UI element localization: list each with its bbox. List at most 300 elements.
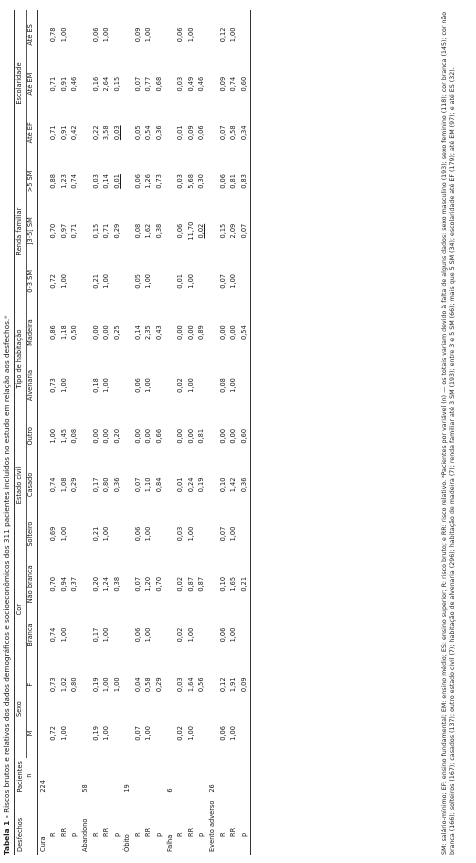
value-cell: 0,83: [239, 157, 250, 206]
value-cell: 0,00: [91, 325, 100, 340]
value-cell: 0,00: [102, 325, 111, 340]
value-cell: 0,60: [239, 412, 250, 461]
value-cell: 0,03: [91, 174, 100, 189]
value-cell: 1,62: [144, 223, 153, 239]
value-cell: 0,01: [176, 477, 185, 493]
group-header-sexo: Sexo: [15, 660, 27, 757]
row-label: R: [218, 832, 227, 837]
value-cell: 0,12: [218, 27, 227, 43]
value-cell: 0,29: [70, 477, 79, 493]
value-cell: 0,02: [176, 627, 185, 643]
value-cell: 0,00: [144, 428, 153, 444]
col-header-ate-em: Até EM: [26, 60, 38, 109]
row-label: p: [70, 832, 79, 837]
empty-cell: [208, 206, 219, 257]
value-cell: [155, 509, 166, 559]
value-cell: 0,58: [229, 125, 238, 141]
row-label: RR: [102, 827, 111, 837]
empty-cell: [144, 758, 155, 794]
value-cell: 1,00: [229, 274, 238, 289]
empty-cell: [176, 758, 187, 794]
value-cell: 1,00: [144, 726, 153, 741]
empty-cell: [208, 559, 219, 610]
value-cell: 0,72: [49, 274, 58, 289]
outcome-header-row: [38, 10, 49, 855]
value-cell: 1,45: [59, 428, 68, 444]
value-cell: [70, 359, 81, 412]
empty-cell: [123, 461, 134, 510]
empty-cell: [165, 660, 176, 709]
value-cell: [197, 359, 208, 412]
value-cell: 1,00: [229, 627, 238, 643]
value-cell: 0,86: [49, 325, 58, 340]
table-row: [229, 10, 240, 855]
value-cell: 0,04: [133, 677, 142, 693]
value-cell: 0,21: [239, 559, 250, 610]
empty-cell: [102, 758, 113, 794]
row-label: p: [112, 832, 121, 837]
value-cell: 0,02: [176, 576, 185, 592]
value-cell: 0,16: [91, 76, 100, 92]
empty-cell: [38, 412, 49, 461]
value-cell: 0,29: [112, 223, 121, 239]
empty-cell: [208, 257, 219, 307]
table-row: [112, 10, 123, 855]
value-cell: 0,19: [91, 726, 100, 741]
empty-cell: [165, 709, 176, 758]
value-cell: 0,00: [176, 325, 185, 340]
col-header-solteiro: Solteiro: [26, 509, 38, 559]
empty-cell: [208, 359, 219, 412]
value-cell: 0,74: [229, 76, 238, 92]
value-cell: 1,00: [186, 274, 195, 289]
value-cell: 1,00: [59, 726, 68, 741]
value-cell: 3,58: [102, 125, 111, 141]
value-cell: 0,71: [49, 76, 58, 92]
col-header-pacientes: Pacientes: [15, 758, 27, 794]
value-cell: [112, 610, 123, 661]
value-cell: [155, 610, 166, 661]
value-cell: [112, 10, 123, 60]
empty-cell: [218, 758, 229, 794]
value-cell: 1,91: [229, 677, 238, 693]
empty-cell: [59, 758, 70, 794]
value-cell: 0,81: [197, 428, 206, 444]
value-cell: 1,42: [229, 477, 238, 493]
value-cell: 1,26: [144, 174, 153, 189]
value-cell: 0,70: [49, 223, 58, 239]
value-cell: 0,12: [218, 677, 227, 693]
value-cell: 0,03: [176, 526, 185, 542]
col-header-m: M: [26, 709, 38, 758]
empty-cell: [208, 306, 219, 359]
value-cell: 0,06: [91, 27, 100, 43]
value-cell: 0,87: [197, 576, 206, 592]
value-cell: 0,71: [70, 223, 79, 239]
value-cell: [239, 709, 250, 758]
value-cell: 0,06: [133, 174, 142, 189]
empty-cell: [197, 758, 208, 794]
value-cell: 0,29: [155, 677, 164, 693]
outcome-header-row: [165, 10, 176, 855]
value-cell: 0,34: [239, 108, 250, 157]
empty-cell: [134, 758, 145, 794]
empty-cell: [208, 60, 219, 109]
table-body: [38, 10, 251, 855]
col-header-renda-0-3: 0-3 SM: [26, 257, 38, 307]
table-row: [155, 10, 166, 855]
value-cell: 0,07: [133, 576, 142, 592]
empty-cell: [81, 108, 92, 157]
value-cell: 0,20: [112, 428, 121, 444]
table-caption-text: Riscos brutos e relativos dos dados demográficos e socioeconômicos dos 311 pacientes incluídos no estudo em relação aos desfechos.ᵃ: [2, 315, 11, 813]
empty-cell: [81, 412, 92, 461]
value-cell: 0,07: [133, 76, 142, 92]
value-cell: [155, 709, 166, 758]
table-row: [239, 10, 250, 855]
value-cell: 0,71: [49, 125, 58, 141]
empty-cell: [155, 758, 166, 794]
value-cell: 0,80: [102, 477, 111, 493]
value-cell: 0,30: [197, 174, 206, 189]
empty-cell: [165, 461, 176, 510]
value-cell: [239, 257, 250, 307]
col-header-alvenaria: Alvenaria: [26, 359, 38, 412]
value-cell: [197, 709, 208, 758]
outcome-name: Óbito: [123, 834, 132, 852]
value-cell: 0,15: [218, 223, 227, 239]
value-cell: 1,00: [186, 726, 195, 741]
value-cell: 0,01: [176, 274, 185, 289]
value-cell: 0,74: [49, 627, 58, 643]
col-header-casado: Casado: [26, 461, 38, 510]
value-cell: 0,91: [59, 76, 68, 92]
value-cell: 0,94: [59, 576, 68, 592]
value-cell: 0,73: [49, 677, 58, 693]
value-cell: [239, 359, 250, 412]
value-cell: 1,00: [144, 627, 153, 643]
empty-cell: [165, 108, 176, 157]
value-cell: 0,17: [91, 477, 100, 493]
value-cell: 0,54: [144, 125, 153, 141]
value-cell: 1,64: [186, 677, 195, 693]
empty-cell: [165, 306, 176, 359]
empty-cell: [229, 758, 240, 794]
empty-cell: [208, 660, 219, 709]
empty-cell: [123, 559, 134, 610]
value-cell: [155, 257, 166, 307]
col-header-renda-3-5: ]3-5[ SM: [26, 206, 38, 257]
table-row: [49, 10, 60, 855]
value-cell: 1,20: [144, 576, 153, 592]
empty-cell: [81, 206, 92, 257]
value-cell: 0,21: [91, 274, 100, 289]
group-header-cor: Cor: [15, 559, 27, 661]
value-cell: 0,38: [112, 576, 121, 592]
value-cell: 0,10: [218, 477, 227, 493]
value-cell: 0,74: [49, 477, 58, 493]
value-cell: 0,36: [239, 461, 250, 510]
value-cell: 1,65: [229, 576, 238, 592]
table-row: [144, 10, 155, 855]
empty-cell: [81, 306, 92, 359]
value-cell: 0,02: [197, 223, 206, 239]
row-label: R: [49, 832, 58, 837]
value-cell: 0,17: [91, 627, 100, 643]
value-cell: [239, 509, 250, 559]
outcome-header-row: [123, 10, 134, 855]
empty-cell: [123, 660, 134, 709]
value-cell: 0,10: [218, 576, 227, 592]
empty-cell: [38, 660, 49, 709]
value-cell: [70, 709, 81, 758]
empty-cell: [123, 509, 134, 559]
value-cell: 1,02: [59, 677, 68, 693]
value-cell: 0,70: [49, 576, 58, 592]
value-cell: [112, 257, 123, 307]
value-cell: 0,08: [218, 378, 227, 393]
empty-cell: [123, 157, 134, 206]
row-label: R: [91, 832, 100, 837]
value-cell: 2,35: [144, 325, 153, 340]
value-cell: 0,89: [197, 325, 206, 340]
value-cell: 0,09: [133, 27, 142, 43]
value-cell: 0,00: [229, 325, 238, 340]
value-cell: 1,00: [102, 677, 111, 693]
value-cell: 0,49: [186, 76, 195, 92]
value-cell: 0,19: [91, 677, 100, 693]
value-cell: 0,21: [91, 526, 100, 542]
value-cell: 1,00: [186, 627, 195, 643]
value-cell: 1,18: [59, 325, 68, 340]
value-cell: 1,00: [144, 274, 153, 289]
value-cell: 0,72: [49, 726, 58, 741]
value-cell: [112, 709, 123, 758]
value-cell: 0,07: [218, 526, 227, 542]
value-cell: 1,24: [102, 576, 111, 592]
empty-cell: [38, 157, 49, 206]
value-cell: [112, 509, 123, 559]
value-cell: 0,05: [133, 274, 142, 289]
value-cell: 2,64: [102, 76, 111, 92]
empty-cell: [165, 509, 176, 559]
value-cell: 0,00: [186, 325, 195, 340]
value-cell: 0,60: [239, 60, 250, 109]
value-cell: 0,00: [102, 428, 111, 444]
value-cell: 0,50: [70, 325, 79, 340]
group-header-estado-civil: Estado civil: [15, 412, 27, 559]
empty-cell: [81, 461, 92, 510]
value-cell: 1,00: [59, 274, 68, 289]
empty-cell: [81, 60, 92, 109]
value-cell: 0,02: [176, 726, 185, 741]
value-cell: 0,03: [176, 174, 185, 189]
value-cell: 0,56: [197, 677, 206, 693]
outcome-name: Cura: [38, 836, 47, 852]
empty-cell: [208, 709, 219, 758]
value-cell: 1,00: [49, 428, 58, 444]
value-cell: 0,07: [133, 477, 142, 493]
empty-cell: [208, 10, 219, 60]
value-cell: 0,42: [70, 125, 79, 141]
value-cell: 1,00: [102, 27, 111, 43]
value-cell: 0,09: [218, 76, 227, 92]
value-cell: 0,88: [49, 174, 58, 189]
value-cell: 0,80: [70, 677, 79, 693]
value-cell: 0,07: [218, 274, 227, 289]
results-table: [14, 10, 251, 855]
value-cell: 0,66: [155, 428, 164, 444]
value-cell: 0,70: [155, 576, 164, 592]
value-cell: 0,01: [112, 174, 121, 189]
table-row: [176, 10, 187, 855]
value-cell: [70, 509, 81, 559]
value-cell: 0,74: [70, 174, 79, 189]
table-row: [134, 10, 145, 855]
empty-cell: [123, 412, 134, 461]
value-cell: 0,00: [133, 428, 142, 444]
col-header-n: n: [26, 758, 38, 794]
empty-cell: [70, 758, 81, 794]
value-cell: [197, 610, 208, 661]
table-caption: [3, 10, 12, 855]
col-header-madeira: Madeira: [26, 306, 38, 359]
table-row: [218, 10, 229, 855]
value-cell: 0,06: [218, 174, 227, 189]
group-header-escolaridade: Escolaridade: [15, 10, 27, 157]
value-cell: 1,00: [229, 378, 238, 393]
empty-cell: [123, 709, 134, 758]
value-cell: 0,77: [144, 76, 153, 92]
empty-cell: [112, 758, 123, 794]
value-cell: 0,97: [59, 223, 68, 239]
value-cell: 1,00: [186, 378, 195, 393]
value-cell: 1,00: [144, 526, 153, 542]
value-cell: 0,06: [218, 627, 227, 643]
empty-cell: [165, 559, 176, 610]
empty-cell: [208, 509, 219, 559]
value-cell: [70, 257, 81, 307]
empty-cell: [123, 359, 134, 412]
value-cell: 0,68: [155, 76, 164, 92]
value-cell: 0,46: [197, 76, 206, 92]
empty-cell: [38, 306, 49, 359]
value-cell: 0,06: [176, 27, 185, 43]
value-cell: 0,01: [176, 125, 185, 141]
value-cell: 0,03: [176, 677, 185, 693]
empty-cell: [165, 157, 176, 206]
empty-cell: [38, 559, 49, 610]
col-header-nao-branca: Não branca: [26, 559, 38, 610]
empty-cell: [123, 10, 134, 60]
empty-cell: [208, 461, 219, 510]
value-cell: 1,00: [229, 526, 238, 542]
table-row: [187, 10, 198, 855]
table-row: [91, 10, 102, 855]
value-cell: 0,43: [155, 325, 164, 340]
table-caption-label: Tabela 1 -: [2, 815, 11, 855]
value-cell: 1,00: [229, 726, 238, 741]
value-cell: 0,07: [239, 206, 250, 257]
value-cell: 1,00: [112, 677, 121, 693]
value-cell: 11,70: [186, 221, 195, 241]
value-cell: 0,08: [70, 428, 79, 444]
outcome-n: 58: [80, 784, 89, 793]
value-cell: 0,08: [133, 223, 142, 239]
value-cell: [197, 509, 208, 559]
value-cell: 0,54: [239, 306, 250, 359]
value-cell: 1,00: [102, 378, 111, 393]
value-cell: 0,14: [102, 174, 111, 189]
value-cell: 0,05: [133, 125, 142, 141]
outcome-n: 19: [123, 784, 132, 793]
value-cell: [70, 10, 81, 60]
empty-cell: [165, 10, 176, 60]
col-header-renda-5-mais: >5 SM: [26, 157, 38, 206]
value-cell: 0,03: [176, 76, 185, 92]
value-cell: 0,58: [144, 677, 153, 693]
empty-cell: [81, 610, 92, 661]
col-header-outro: Outro: [26, 412, 38, 461]
value-cell: [70, 610, 81, 661]
value-cell: 2,09: [229, 223, 238, 239]
value-cell: 0,38: [155, 223, 164, 239]
value-cell: 1,00: [144, 27, 153, 43]
empty-cell: [38, 709, 49, 758]
outcome-header-row: [208, 10, 219, 855]
value-cell: 0,09: [239, 660, 250, 709]
row-label: R: [176, 832, 185, 837]
empty-cell: [81, 509, 92, 559]
value-cell: 0,00: [186, 428, 195, 444]
table-row: [59, 10, 70, 855]
value-cell: 0,06: [133, 378, 142, 393]
outcome-header-row: [81, 10, 92, 855]
empty-cell: [38, 10, 49, 60]
value-cell: 0,09: [186, 125, 195, 141]
empty-cell: [38, 206, 49, 257]
col-header-blank: [26, 794, 38, 855]
value-cell: 1,00: [59, 27, 68, 43]
value-cell: [197, 257, 208, 307]
value-cell: 0,07: [133, 726, 142, 741]
value-cell: 0,06: [133, 627, 142, 643]
value-cell: [155, 359, 166, 412]
value-cell: 1,00: [59, 526, 68, 542]
empty-cell: [123, 257, 134, 307]
value-cell: 0,87: [186, 576, 195, 592]
value-cell: 0,06: [176, 223, 185, 239]
value-cell: 1,00: [102, 526, 111, 542]
empty-cell: [208, 108, 219, 157]
empty-cell: [123, 108, 134, 157]
empty-cell: [91, 758, 102, 794]
empty-cell: [81, 359, 92, 412]
outcome-name: Falha: [165, 834, 174, 852]
empty-cell: [81, 257, 92, 307]
value-cell: 0,25: [112, 325, 121, 340]
value-cell: 5,68: [186, 174, 195, 189]
value-cell: 0,37: [70, 576, 79, 592]
value-cell: 0,91: [59, 125, 68, 141]
empty-cell: [81, 559, 92, 610]
group-header-renda: Renda familiar: [15, 157, 27, 306]
empty-cell: [208, 610, 219, 661]
outcome-n: 6: [165, 788, 174, 793]
empty-cell: [123, 610, 134, 661]
empty-cell: [165, 60, 176, 109]
col-header-f: F: [26, 660, 38, 709]
